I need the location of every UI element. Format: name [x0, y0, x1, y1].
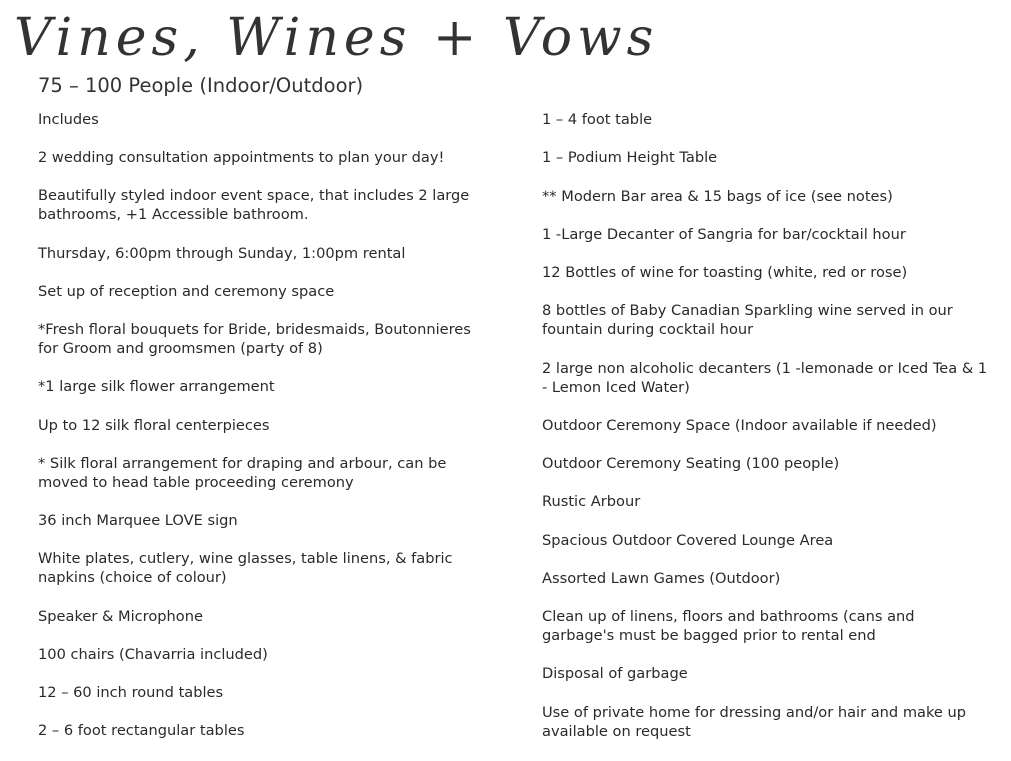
list-item: Set up of reception and ceremony space	[38, 283, 335, 300]
list-item: Spacious Outdoor Covered Lounge Area	[542, 532, 834, 549]
list-item: Outdoor Ceremony Space (Indoor available if needed)	[542, 417, 937, 434]
list-item: * Silk floral arrangement for draping and arbour, can be moved to head table proceeding ceremony	[38, 455, 447, 491]
list-item: 12 – 60 inch round tables	[38, 684, 224, 701]
list-item: 2 – 6 foot rectangular tables	[38, 722, 245, 739]
list-item: Outdoor Ceremony Seating (100 people)	[542, 455, 840, 472]
list-item: ** Modern Bar area & 15 bags of ice (see notes)	[542, 188, 893, 205]
list-item: 1 – Podium Height Table	[542, 149, 718, 166]
left-column-list	[38, 110, 494, 740]
list-item: Disposal of garbage	[542, 665, 688, 682]
list-item: 1 – 4 foot table	[542, 111, 653, 128]
list-item: 100 chairs (Chavarria included)	[38, 646, 268, 663]
list-item: Thursday, 6:00pm through Sunday, 1:00pm rental	[38, 245, 406, 262]
list-item: White plates, cutlery, wine glasses, table linens, & fabric napkins (choice of colour)	[38, 550, 453, 586]
list-item: Speaker & Microphone	[38, 608, 203, 625]
list-item: Assorted Lawn Games (Outdoor)	[542, 570, 781, 587]
list-item: *Fresh floral bouquets for Bride, bridesmaids, Boutonnieres for Groom and groomsmen (party of 8)	[38, 321, 471, 357]
list-item: Beautifully styled indoor event space, that includes 2 large bathrooms, +1 Accessible bathroom.	[38, 187, 470, 223]
list-item: 2 large non alcoholic decanters (1 -lemonade or Iced Tea & 1 - Lemon Iced Water)	[542, 360, 988, 396]
package-subtitle: 75 – 100 People (Indoor/Outdoor)	[38, 74, 364, 97]
list-item: Includes	[38, 111, 99, 128]
list-item: 36 inch Marquee LOVE sign	[38, 512, 238, 529]
list-item: 8 bottles of Baby Canadian Sparkling wine served in our fountain during cocktail hour	[542, 302, 953, 338]
list-item: Rustic Arbour	[542, 493, 641, 510]
list-item: 2 wedding consultation appointments to plan your day!	[38, 149, 445, 166]
list-item: 12 Bottles of wine for toasting (white, red or rose)	[542, 264, 908, 281]
list-item: *1 large silk flower arrangement	[38, 378, 275, 395]
list-item: Clean up of linens, floors and bathrooms (cans and garbage's must be bagged prior to rental end	[542, 608, 915, 644]
list-item: Up to 12 silk floral centerpieces	[38, 417, 270, 434]
page-title: Vines, Wines + Vows	[14, 8, 659, 68]
list-item: 1 -Large Decanter of Sangria for bar/cocktail hour	[542, 226, 906, 243]
list-item: Use of private home for dressing and/or hair and make up available on request	[542, 704, 967, 740]
right-column-list	[542, 110, 990, 741]
